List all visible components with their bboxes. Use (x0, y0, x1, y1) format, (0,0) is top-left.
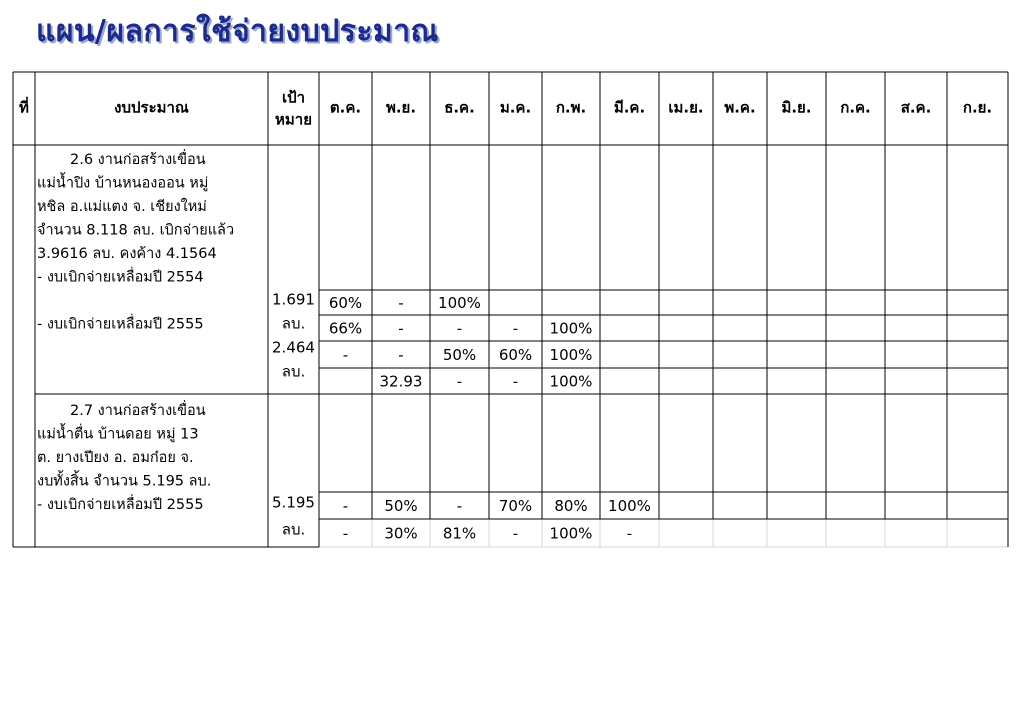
progress-cell: - (456, 372, 463, 391)
progress-cell: 32.93 (379, 372, 423, 391)
project-target: 2.464 (272, 338, 315, 357)
project-description-line: งบทั้งสิ้น จำนวน 5.195 ลบ. (37, 473, 212, 490)
header-month-3: ธ.ค. (444, 98, 475, 117)
progress-cell: - (626, 524, 633, 543)
progress-cell: 60% (498, 346, 533, 364)
project-target: 1.691 (272, 290, 315, 309)
project-description-line: - งบเบิกจ่ายเหลื่อมปี 2555 (37, 497, 204, 513)
progress-cell: 50% (384, 497, 418, 515)
progress-cell: 50% (442, 346, 477, 364)
header-no: ที่ (19, 98, 29, 117)
header-month-10: ก.ค. (840, 98, 871, 117)
project-description-line: หชิล อ.แม่แตง จ. เชียงใหม่ (37, 199, 207, 215)
progress-cell: 30% (384, 524, 418, 543)
header-month-2: พ.ย. (385, 98, 417, 117)
progress-cell: - (398, 294, 404, 312)
header-target: เป้า (281, 88, 306, 107)
header-month-1: ต.ค. (329, 98, 362, 117)
header-budget: งบประมาณ (114, 98, 189, 117)
progress-cell: - (456, 319, 463, 338)
project-description-line: - งบเบิกจ่ายเหลื่อมปี 2555 (37, 316, 204, 333)
progress-cell: 100% (608, 497, 651, 515)
header-month-11: ส.ค. (900, 98, 932, 117)
progress-cell: 81% (442, 524, 477, 543)
header-target: หมาย (275, 110, 312, 129)
progress-cell: 70% (498, 497, 533, 515)
progress-cell: - (512, 319, 519, 338)
project-description-line: 3.9616 ลบ. คงค้าง 4.1564 (37, 246, 217, 262)
header-month-7: เม.ย. (668, 98, 704, 117)
progress-cell: 80% (554, 497, 588, 515)
progress-cell: - (342, 497, 349, 515)
progress-cell: - (398, 346, 404, 364)
project-description-line: แม่น้ำตื่น บ้านดอย หมู่ 13 (37, 426, 199, 443)
project-target: 5.195 (272, 493, 315, 512)
progress-cell: - (456, 497, 463, 515)
progress-cell: 60% (328, 294, 363, 312)
header-month-6: มี.ค. (613, 98, 646, 117)
project-target: ลบ. (281, 520, 306, 539)
progress-cell: 66% (328, 319, 363, 338)
project-description-line: จำนวน 8.118 ลบ. เบิกจ่ายแล้ว (37, 222, 235, 239)
header-month-5: ก.พ. (555, 98, 587, 117)
project-description-line: 2.7 งานก่อสร้างเขื่อน (70, 403, 206, 419)
project-target: ลบ. (281, 314, 306, 333)
progress-cell: - (512, 524, 519, 543)
project-target: ลบ. (281, 362, 306, 381)
header-month-8: พ.ค. (724, 98, 756, 117)
progress-cell: 100% (438, 294, 481, 312)
progress-cell: - (512, 372, 519, 391)
progress-cell: 100% (549, 372, 593, 391)
page-title: แผน/ผลการใช้จ่ายงบประมาณ (36, 14, 439, 49)
progress-cell: - (398, 319, 404, 338)
header-month-9: มิ.ย. (781, 98, 812, 117)
project-description-line: 2.6 งานก่อสร้างเขื่อน (70, 152, 206, 168)
progress-cell: - (342, 346, 349, 364)
header-month-4: ม.ค. (499, 98, 532, 117)
progress-cell: 100% (549, 346, 593, 364)
progress-cell: - (342, 524, 349, 543)
progress-cell: 100% (549, 524, 593, 543)
project-description-line: - งบเบิกจ่ายเหลื่อมปี 2554 (37, 269, 204, 286)
project-description-line: ต. ยางเปียง อ. อมก๋อย จ. (37, 450, 194, 466)
header-month-12: ก.ย. (962, 98, 993, 117)
project-description-line: แม่น้ำปิง บ้านหนองออน หมู่ (37, 175, 209, 192)
progress-cell: 100% (549, 319, 593, 338)
